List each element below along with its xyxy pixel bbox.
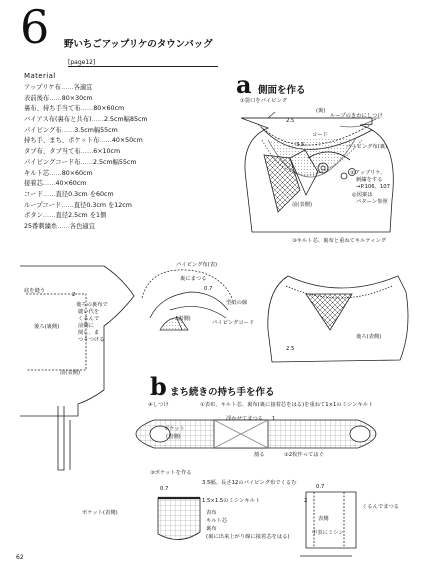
section-b-letter: b [150, 372, 167, 401]
material-value: 各色適宜 [69, 222, 95, 230]
left-note-1: 後ろの裏布で [76, 302, 108, 308]
label-0-7: 0.7 [204, 286, 213, 292]
material-value: 6×10cm [93, 148, 121, 156]
material-name: 表前後布 [24, 94, 50, 102]
material-row: バイアス布(裏布と共布)……2.5cm幅85cm [24, 116, 148, 124]
materials-heading: Material [24, 72, 56, 80]
material-name: 25番刺繍糸 [24, 222, 58, 230]
page-reference: [page12] [68, 59, 96, 66]
material-row: コード……直径0.3cm を60cm [24, 190, 114, 198]
section-b-step1: ①表布、キルト芯、裏布(裏に接着芯をはる)を重ねて1×1のミシンキルト [200, 402, 374, 408]
label-guide: 型紙の線 [226, 300, 248, 306]
label-lining-note: (裏に出来上がり線に接着芯をはる) [206, 534, 290, 540]
material-value: 80×60cm [61, 169, 93, 177]
label-applique-2: 刺繍をする [356, 177, 383, 183]
label-center: 中表にミシン [312, 530, 344, 536]
label-cord: コード [312, 132, 328, 138]
label-tack: ④しつけ [148, 402, 169, 408]
material-value: 直径2.5cm を1個 [55, 212, 107, 220]
label-wrap: くるんでまつる [362, 504, 400, 510]
label-batting: キルト芯 [206, 518, 228, 524]
material-value: 各適宜 [73, 84, 93, 91]
section-a-title: 側面を作る [258, 85, 306, 96]
label-back-side: 後ろ(表側) [356, 334, 382, 340]
material-value: 40×50cm [111, 137, 143, 145]
material-row: ボタン……直径2.5cm を1個 [24, 212, 107, 220]
left-note-2: 縫い代を [78, 309, 100, 315]
material-row: アップリケ布……各適宜 [24, 84, 93, 91]
label-left-back: 後ろ(裏側) [34, 324, 60, 330]
label-2: 2 [72, 292, 76, 298]
material-row: 表前後布……80×30cm [24, 94, 93, 102]
label-pocket-side: (表側) [166, 434, 181, 440]
label-outer: 表布 [206, 510, 217, 516]
material-value: 直径0.3cm を12cm [73, 201, 132, 209]
material-name: 接着芯 [24, 180, 43, 188]
material-value: 直径0.3cm を60cm [55, 190, 114, 198]
gusset-diagram [300, 492, 356, 556]
label-0-7a: 0.7 [160, 486, 169, 492]
page-number: 62 [16, 554, 24, 561]
label-lining: 裏布 [206, 526, 217, 532]
label-ease: 浮かせてまつる [226, 416, 264, 422]
material-value: 2.5cm幅85cm [104, 116, 148, 124]
material-name: パイピング布 [24, 126, 62, 134]
material-value: 80×30cm [61, 94, 93, 102]
label-front: 前(表側) [292, 202, 313, 208]
label-quilt: 1.5×1.5のミシンキルト [202, 498, 261, 504]
material-name: アップリケ布 [24, 84, 61, 91]
material-row: 25番刺繍糸……各色適宜 [24, 222, 95, 230]
material-name: バイアス布(裏布と共布) [24, 116, 92, 124]
section-b-step2: ②2枚作ってはぐ [284, 452, 324, 458]
material-value: 40×60cm [55, 180, 87, 188]
material-row: 持ち手、まち、ポケット布……40×50cm [24, 137, 143, 145]
label-0-7b: 0.7 [316, 484, 325, 490]
label-outside: (表側) [176, 316, 191, 322]
material-name: ループコード [24, 201, 62, 209]
label-applique-5: パターン参照 [356, 199, 388, 205]
label-back: (裏) [316, 108, 326, 114]
left-note-3: くるんで [78, 316, 100, 322]
section-b-title: まち続きの持ち手を作る [170, 387, 275, 398]
label-2b: 2 [304, 498, 308, 504]
label-2-5: 2.5 [286, 118, 295, 124]
material-value: 80×60cm [93, 105, 125, 113]
label-outer-side: 表側 [318, 516, 329, 522]
label-2-5b: 2.5 [286, 346, 295, 352]
pocket-diagram [158, 498, 200, 540]
section-a-letter: a [236, 70, 252, 99]
material-row: パイピング布……3.5cm幅55cm [24, 126, 118, 134]
material-row: 接着芯……40×60cm [24, 180, 87, 188]
material-name: コード [24, 190, 43, 198]
material-value: 3.5cm幅55cm [74, 126, 118, 134]
material-row: ループコード……直径0.3cm を12cm [24, 201, 132, 209]
label-applique-1: ②アップリケ、 [350, 170, 386, 176]
label-piping-front: パイピング布(表) [176, 262, 218, 268]
label-left-front: 前(表側) [60, 370, 81, 376]
material-value: 2.5cm幅55cm [93, 158, 137, 166]
left-note-4: 前側に [78, 323, 94, 329]
label-applique-3: →P.106、107 [356, 184, 391, 190]
label-fold: 割る [254, 452, 265, 458]
title-rule [68, 66, 218, 67]
section-a-step3: ③キルト芯、裏布と重ねてキルティング [292, 238, 387, 244]
label-pocket2: ポケット(表側) [82, 510, 118, 516]
material-name: キルト芯 [24, 169, 50, 177]
material-name: パイピングコード布 [24, 158, 81, 166]
material-name: ボタン [24, 212, 43, 220]
label-1: 1 [272, 416, 276, 422]
project-title: 野いちごアップリケのタウンバッグ [64, 39, 213, 50]
label-piping-back: パイピング布(裏) [346, 144, 388, 150]
material-row: キルト芯……80×60cm [24, 169, 93, 177]
section-a-step1: ①袋口をパイピング [240, 98, 288, 104]
material-row: タブ布、タブ当て布……6×10cm [24, 148, 121, 156]
label-sew-bottom: 底を縫う [24, 288, 46, 294]
material-name: 持ち手、まち、ポケット布 [24, 137, 100, 145]
label-3-5: 3.5 [296, 142, 305, 148]
section-b-step3: ③ポケットを作る [150, 470, 192, 476]
label-piping-cord: パイピングコード [212, 320, 255, 326]
side-seam-diagram [20, 266, 134, 470]
label-loop: ループのきわにしつけ [330, 113, 383, 119]
label-applique-4: ◎図案は [352, 192, 373, 198]
label-back-stitch: 裏にまつる [180, 276, 207, 282]
label-piping-note: 3.5幅、長さ12のパイピング布でくるむ [202, 480, 297, 486]
project-number: 6 [20, 0, 50, 54]
material-name: タブ布、タブ当て布 [24, 148, 81, 156]
left-note-6: つりつける [78, 337, 105, 343]
left-note-5: 倒し、ま [78, 330, 100, 336]
materials-list [24, 83, 204, 233]
material-row: パイピングコード布……2.5cm幅55cm [24, 158, 137, 166]
material-row: 裏布、持ち手当て布……80×60cm [24, 105, 125, 113]
material-name: 裏布、持ち手当て布 [24, 105, 81, 113]
label-pocket: ポケット [164, 426, 185, 432]
